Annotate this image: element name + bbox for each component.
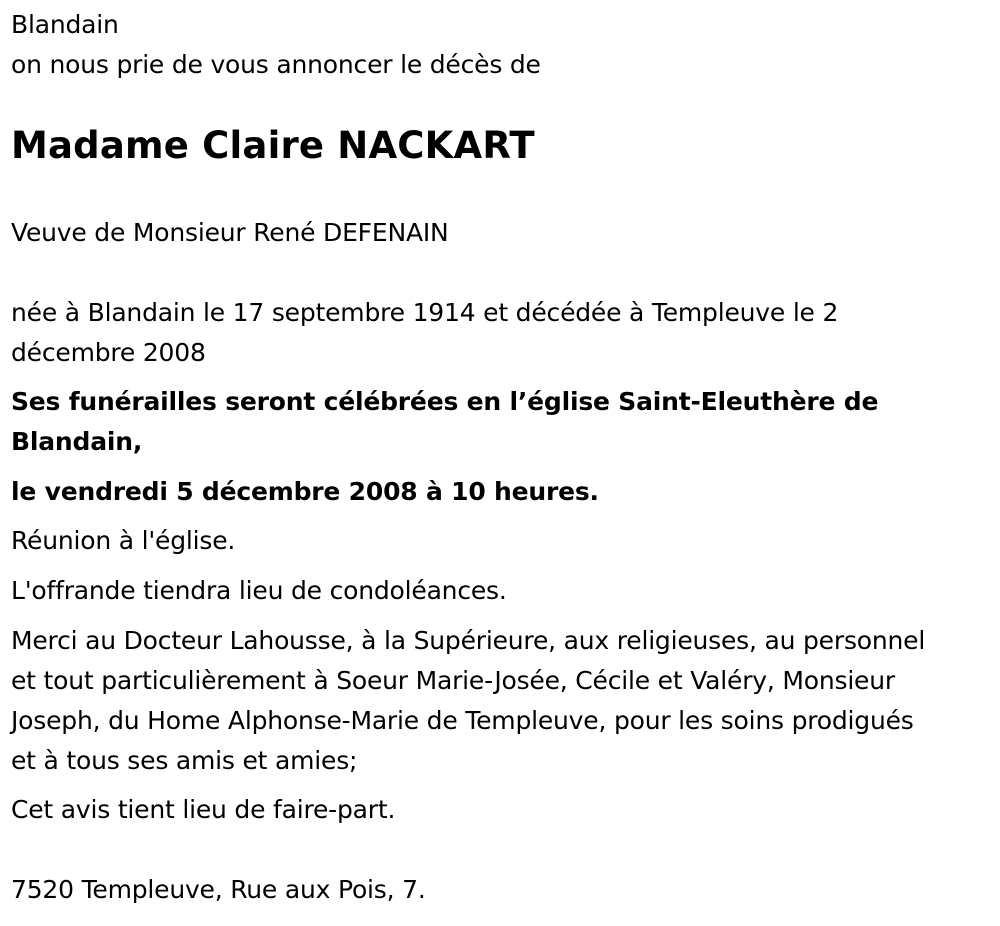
birth-death-line: née à Blandain le 17 septembre 1914 et décédée à Templeuve le 2 <box>11 298 839 327</box>
thanks-line: et à tous ses amis et amies; <box>11 746 358 775</box>
place-name: Blandain <box>11 10 119 39</box>
intro-text: on nous prie de vous annoncer le décès de <box>11 50 541 79</box>
closing-text: Cet avis tient lieu de faire-part. <box>11 795 396 824</box>
meeting-text: Réunion à l'église. <box>11 526 236 555</box>
birth-death-line: décembre 2008 <box>11 338 206 367</box>
thanks-line: Joseph, du Home Alphonse-Marie de Templeuve, pour les soins prodigués <box>11 706 914 735</box>
funeral-date: le vendredi 5 décembre 2008 à 10 heures. <box>11 477 599 506</box>
offering-text: L'offrande tiendra lieu de condoléances. <box>11 576 507 605</box>
address-text: 7520 Templeuve, Rue aux Pois, 7. <box>11 875 426 904</box>
funeral-line: Blandain, <box>11 427 143 456</box>
funeral-line: Ses funérailles seront célébrées en l’église Saint-Eleuthère de <box>11 387 879 416</box>
deceased-name: Madame Claire NACKART <box>11 124 535 167</box>
thanks-line: et tout particulièrement à Soeur Marie-Josée, Cécile et Valéry, Monsieur <box>11 666 895 695</box>
thanks-line: Merci au Docteur Lahousse, à la Supérieure, aux religieuses, au personnel <box>11 626 926 655</box>
widow-of-text: Veuve de Monsieur René DEFENAIN <box>11 218 449 247</box>
